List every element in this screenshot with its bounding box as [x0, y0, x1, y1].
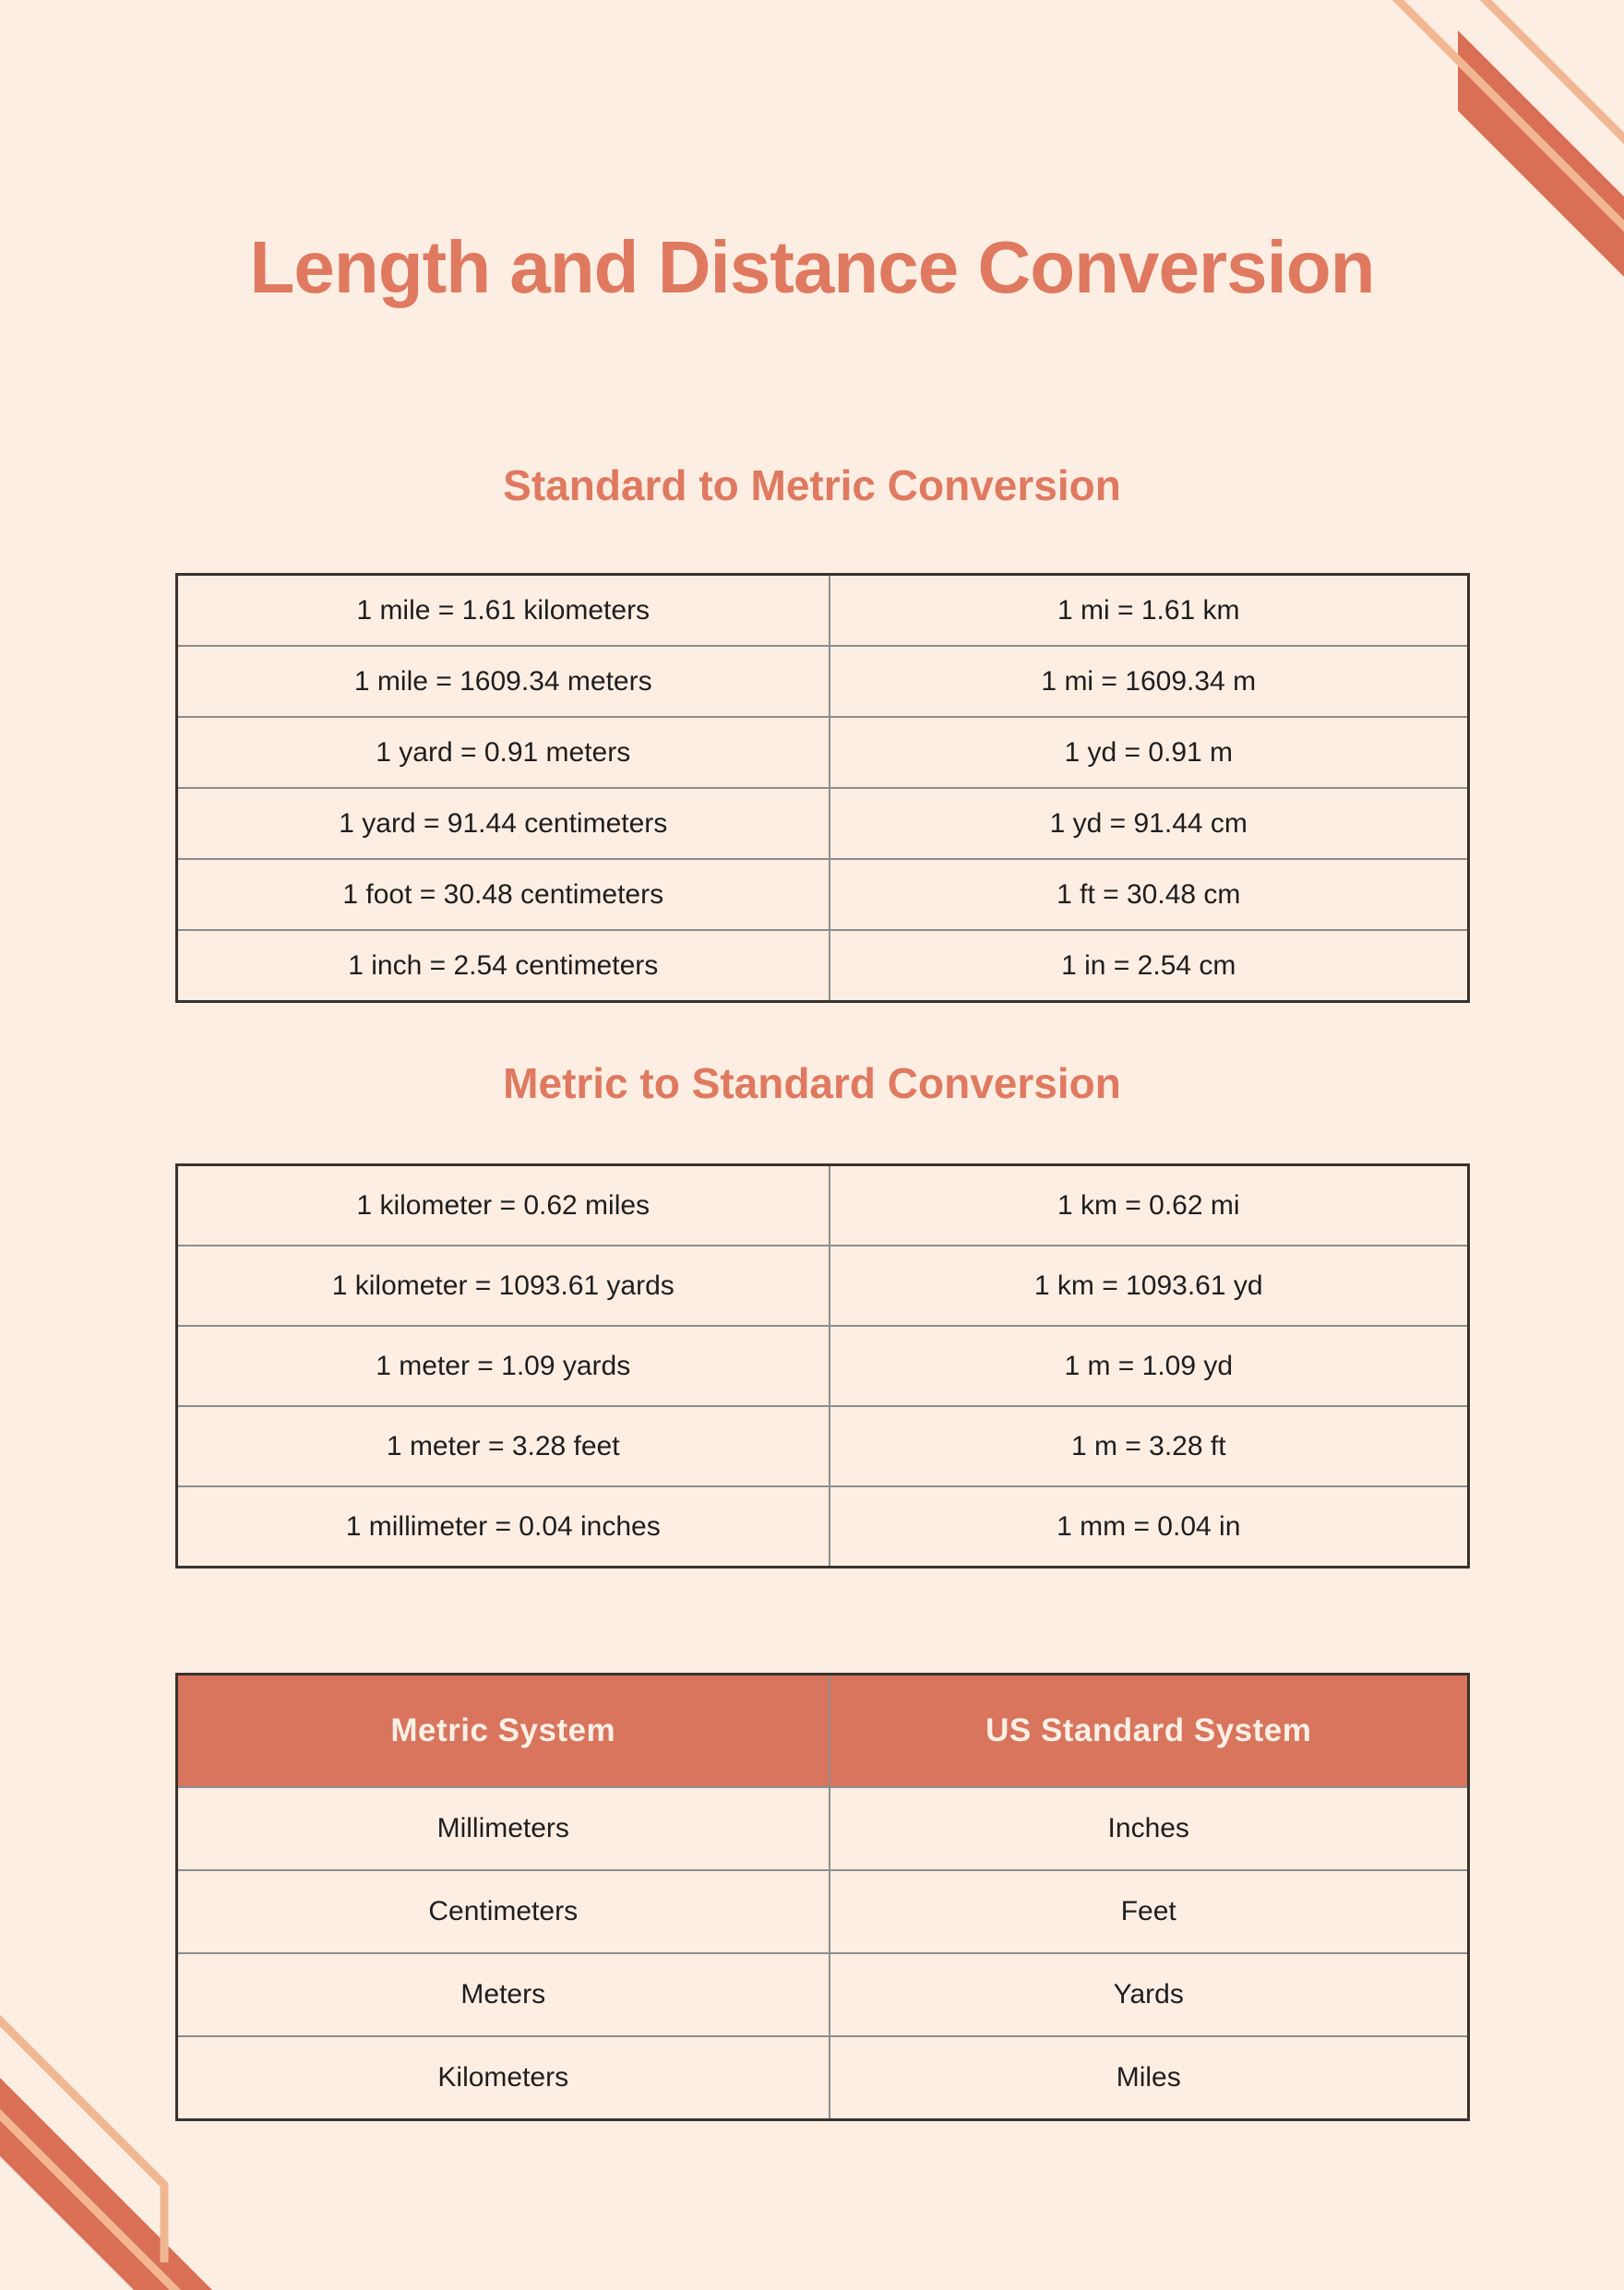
table-cell: 1 yard = 91.44 centimeters: [177, 788, 830, 859]
table-row: [177, 575, 1469, 647]
table-row: [177, 788, 1469, 859]
table-row: [177, 1165, 1469, 1246]
table-cell: 1 yd = 91.44 cm: [830, 788, 1469, 859]
table-cell: Yards: [830, 1953, 1469, 2036]
heading-metric-to-standard: Metric to Standard Conversion: [503, 1059, 1121, 1107]
table-cell: 1 foot = 30.48 centimeters: [177, 859, 830, 930]
heading-standard-to-metric: Standard to Metric Conversion: [503, 461, 1121, 509]
table-row: [177, 1406, 1469, 1486]
top-right-ribbon-line: [1476, 0, 1624, 369]
header-cell-metric-system: Metric System: [177, 1675, 830, 1788]
table-row: [177, 1953, 1469, 2036]
table-cell: 1 kilometer = 1093.61 yards: [177, 1246, 830, 1326]
table-cell: 1 m = 3.28 ft: [830, 1406, 1469, 1486]
bottom-left-ribbon-bent-line: [0, 1965, 164, 2262]
table-cell: 1 kilometer = 0.62 miles: [177, 1165, 830, 1246]
table-cell: 1 in = 2.54 cm: [830, 930, 1469, 1002]
header-cell-us-standard-system: US Standard System: [830, 1675, 1469, 1788]
table-row: [177, 1870, 1469, 1953]
table-cell: 1 inch = 2.54 centimeters: [177, 930, 830, 1002]
table-header-row: [177, 1675, 1469, 1788]
table-cell: 1 yard = 0.91 meters: [177, 717, 830, 788]
top-right-ribbon-band: [1458, 30, 1624, 627]
table-row: [177, 930, 1469, 1002]
table-cell: 1 ft = 30.48 cm: [830, 859, 1469, 930]
table-cell: Meters: [177, 1953, 830, 2036]
standard-to-metric-table: [175, 573, 1470, 1003]
table-cell: Miles: [830, 2036, 1469, 2120]
metric-to-standard-table: [175, 1163, 1470, 1568]
table-row: [177, 2036, 1469, 2120]
table-cell: Millimeters: [177, 1787, 830, 1870]
table-cell: 1 millimeter = 0.04 inches: [177, 1486, 830, 1568]
page-title: Length and Distance Conversion: [249, 226, 1375, 308]
table-cell: Inches: [830, 1787, 1469, 1870]
table-cell: 1 mi = 1.61 km: [830, 575, 1469, 647]
table-row: [177, 717, 1469, 788]
table-row: [177, 1787, 1469, 1870]
table-row: [177, 859, 1469, 930]
table-cell: 1 km = 1093.61 yd: [830, 1246, 1469, 1326]
table-row: [177, 1246, 1469, 1326]
table-cell: 1 mi = 1609.34 m: [830, 646, 1469, 717]
table-cell: 1 meter = 1.09 yards: [177, 1326, 830, 1406]
table-cell: Centimeters: [177, 1870, 830, 1953]
table-cell: Feet: [830, 1870, 1469, 1953]
table-cell: 1 mm = 0.04 in: [830, 1486, 1469, 1568]
table-cell: Kilometers: [177, 2036, 830, 2120]
table-cell: 1 m = 1.09 yd: [830, 1326, 1469, 1406]
table-cell: 1 meter = 3.28 feet: [177, 1406, 830, 1486]
table-row: [177, 1486, 1469, 1568]
table-row: [177, 1326, 1469, 1406]
table-cell: 1 mile = 1609.34 meters: [177, 646, 830, 717]
table-row: [177, 646, 1469, 717]
system-comparison-table: [175, 1673, 1470, 2121]
table-cell: 1 mile = 1.61 kilometers: [177, 575, 830, 647]
table-cell: 1 km = 0.62 mi: [830, 1165, 1469, 1246]
table-cell: 1 yd = 0.91 m: [830, 717, 1469, 788]
